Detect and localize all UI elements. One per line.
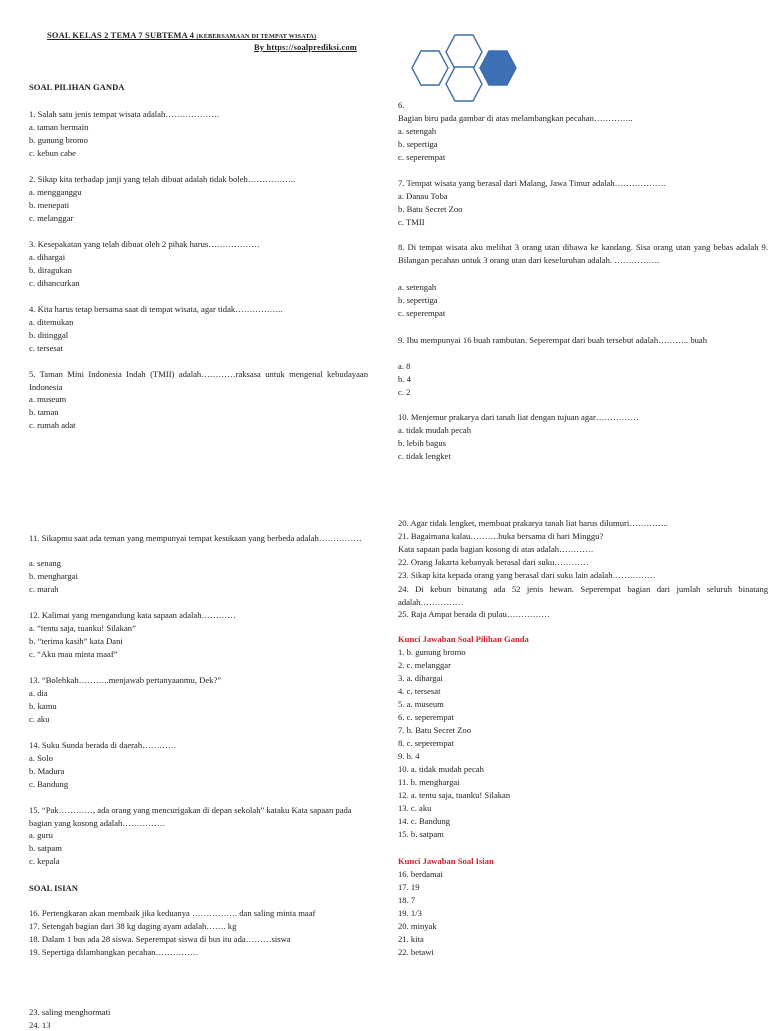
answer-line: 24. 13 [29,1020,51,1030]
section-title-isian: SOAL ISIAN [29,883,78,893]
question-5: 5. Taman Mini Indonesia Indah (TMII) adalah…………raksasa untuk mengenal kebudayaan Indonesia [29,369,368,392]
option: c. Bandung [29,779,69,789]
answer-key-item: 3. a. dihargai [398,673,443,683]
question-6-number: 6. [398,100,405,110]
option: b. ditinggal [29,330,69,340]
option: b. “terima kasih” kata Dani [29,636,123,646]
question-10: 10. Menjemur prakarya dari tanah liat dengan tujuan agar…………… [398,412,639,422]
option: b. taman [29,407,59,417]
option: a. guru [29,830,53,840]
answer-key-item: 2. c. melanggar [398,660,451,670]
answer-key-item: 20. minyak [398,921,437,931]
answer-key-item: 7. b. Batu Secret Zoo [398,725,472,735]
option: a. Solo [29,753,53,763]
option: b. sepertiga [398,295,438,305]
isian-question: 20. Agar tidak lengket, membuat prakarya tanah liat harus dilumuri………….. [398,518,668,528]
option: c. marah [29,584,59,594]
option: c. tidak lengket [398,451,451,461]
answer-line: 23. saling menghormati [29,1007,111,1017]
question-1: 1. Salah satu jenis tempat wisata adalah………………. [29,109,219,119]
hexagon-top-left [446,35,482,69]
question-12: 12. Kalimat yang mengandung kata sapaan adalah………… [29,610,236,620]
answer-key-item: 21. kita [398,934,424,944]
answer-key-item: 4. c. tersesat [398,686,441,696]
option: b. kamu [29,701,57,711]
option: a. dihargai [29,252,66,262]
question-8: 8. Di tempat wisata aku melihat 3 orang utan dibawa ke kandang. Sisa orang utan yang bebas adalah 9. Bilangan pecahan untuk 3 orang utan dari keseluruhan adalah. ……………. [398,242,768,265]
document-byline: By https://soalprediksi.com [254,43,357,52]
question-7: 7. Tempat wisata yang berasal dari Malang, Jawa Timur adalah……………… [398,178,667,188]
answer-key-item: 18. 7 [398,895,416,905]
kunci-pilihan-ganda-title: Kunci Jawaban Soal Pilihan Ganda [398,634,529,644]
option: c. melanggar [29,213,74,223]
option: a. museum [29,394,67,404]
answer-key-item: 14. c. Bandung [398,816,451,826]
kunci-isian-title: Kunci Jawaban Soal Isian [398,856,494,866]
isian-question: 21. Bagaimana kalau……….buka bersama di hari Minggu? [398,531,604,541]
option: c. dihancurkan [29,278,80,288]
option: a. ditemukan [29,317,74,327]
isian-question: Kata sapaan pada bagian kosong di atas adalah………… [398,544,594,554]
option: b. 4 [398,374,411,384]
answer-key-item: 9. b. 4 [398,751,420,761]
answer-key-item: 12. a. tentu saja, tuanku! Silakan [398,790,511,800]
option: c. seperempat [398,152,446,162]
option: c. seperempat [398,308,446,318]
answer-key-item: 15. b. satpam [398,829,444,839]
question-14: 14. Suku Sunda berada di daerah………… [29,740,177,750]
question-3: 3. Kesepakatan yang telah dibuat oleh 2 pihak harus……………… [29,239,260,249]
option: b. menghargai [29,571,79,581]
answer-key-item: 6. c. seperempat [398,712,454,722]
question-2: 2. Sikap kita terhadap janji yang telah dibuat adalah tidak boleh…………….. [29,174,296,184]
isian-question: 19. Sepertiga dilambangkan pecahan…………… [29,947,199,957]
option: a. taman bermain [29,122,89,132]
hexagon-middle-left [412,51,448,85]
isian-question: 23. Sikap kita kepada orang yang berasal dari suku lain adalah…………… [398,570,656,580]
option: a. senang [29,558,61,568]
option: a. 8 [398,361,411,371]
question-11: 11. Sikapmu saat ada teman yang mempunyai tempat kesukaan yang berbeda adalah…………… [29,533,362,543]
answer-key-item: 1. b. gunung bromo [398,647,466,657]
answer-key-item: 8. c. seperempat [398,738,454,748]
option: a. dia [29,688,48,698]
answer-key-item: 5. a. museum [398,699,444,709]
option: c. TMII [398,217,425,227]
section-title-pilihan-ganda: SOAL PILIHAN GANDA [29,82,125,92]
option: c. aku [29,714,50,724]
option: a. setengah [398,282,437,292]
option: c. tersesat [29,343,63,353]
answer-key-item: 17. 19 [398,882,420,892]
option: b. satpam [29,843,62,853]
option: c. kebun cabe [29,148,77,158]
option: c. 2 [398,387,411,397]
option: b. gunung bromo [29,135,88,145]
option: c. “Aku mau minta maaf” [29,649,118,659]
option: a. setengah [398,126,437,136]
question-9: 9. Ibu mempunyai 16 buah rambutan. Seperempat dari buah tersebut adalah……….. buah [398,335,708,345]
question-15: 15. “Pak…………, ada orang yang mencurigakan di depan sekolah” kataku Kata sapaan pada bagian yang kosong adalah…………… [29,805,352,828]
option: b. diragukan [29,265,72,275]
option: c. rumah adat [29,420,76,430]
isian-question: 22. Orang Jakarta kebanyak berasal dari suku………… [398,557,589,567]
answer-key-item: 16. berdamai [398,869,443,879]
answer-key-item: 19. 1/3 [398,908,422,918]
answer-key-item: 13. c. aku [398,803,432,813]
isian-question: 24. Di kebun binatang ada 52 jenis hewan. Seperempat bagian dari jumlah seluruh binatang adalah…………… [398,584,768,607]
answer-key-item: 11. b. menghargai [398,777,460,787]
hexagon-fraction-figure [408,32,520,104]
answer-key-item: 10. a. tidak mudah pecah [398,764,484,774]
answer-key-item: 22. betawi [398,947,434,957]
isian-question: 17. Setengah bagian dari 38 kg daging ayam adalah……. kg [29,921,237,931]
option: a. “tentu saja, tuanku! Silakan” [29,623,136,633]
option: b. Batu Secret Zoo [398,204,463,214]
question-6: Bagian biru pada gambar di atas melambangkan pecahan………….. [398,113,633,123]
option: a. mengganggu [29,187,82,197]
option: c. kepala [29,856,60,866]
isian-question: 25. Raja Ampat berada di pulau…………… [398,609,550,619]
option: a. Danau Toba [398,191,448,201]
question-13: 13. “Bolehkah………..menjawab pertanyaanmu, Dek?” [29,675,222,685]
isian-question: 18. Dalam 1 bus ada 28 siswa. Seperempat siswa di bus itu ada………siswa [29,934,291,944]
question-4: 4. Kita harus tetap bersama saat di tempat wisata, agar tidak…………….. [29,304,283,314]
isian-question: 16. Pertengkaran akan membaik jika keduanya ……………. dan saling minta maaf [29,908,316,918]
document-title: SOAL KELAS 2 TEMA 7 SUBTEMA 4 (KEBERSAMAAN DI TEMPAT WISATA) [47,31,317,40]
option: b. lebih bagus [398,438,446,448]
option: b. sepertiga [398,139,438,149]
option: b. menepati [29,200,70,210]
hexagon-bottom-middle [446,67,482,101]
hexagon-filled-right [480,51,516,85]
option: b. Madura [29,766,65,776]
option: a. tidak mudah pecah [398,425,472,435]
